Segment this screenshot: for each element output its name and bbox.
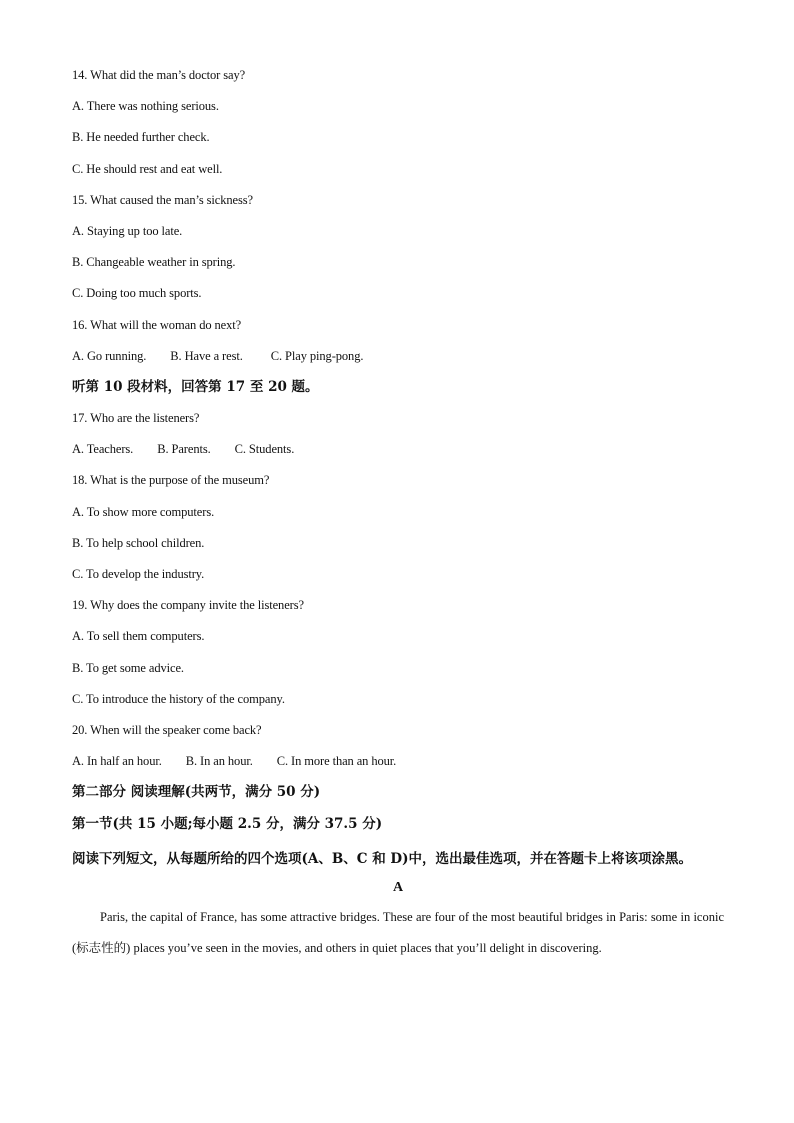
section-heading-material-10: 听第 10 段材料，回答第 17 至 20 题。: [72, 378, 319, 395]
question-18-stem: 18. What is the purpose of the museum?: [72, 473, 270, 488]
passage-title: A: [392, 879, 404, 895]
reading-instruction: 阅读下列短文，从每题所给的四个选项(A、B、C 和 D)中，选出最佳选项，并在答题卡上将该项涂黑。: [72, 850, 693, 867]
question-17-option-a: A. Teachers.: [72, 442, 134, 457]
passage-paragraph: Paris, the capital of France, has some attractive bridges. These are four of the most beautiful bridges in Paris: some in iconic (标志性的) places you’ve seen in the movies, and others in quiet places that you’ll delight in discovering.: [72, 909, 724, 955]
question-20-option-a: A. In half an hour.: [72, 754, 162, 769]
question-17-options: [72, 438, 724, 469]
question-17-option-b: B. Parents.: [157, 442, 211, 457]
question-15-option-c: C. Doing too much sports.: [72, 286, 202, 301]
exam-page: [72, 64, 724, 964]
question-16-option-c: C. Play ping-pong.: [270, 348, 364, 363]
question-16-options: [72, 345, 724, 376]
question-14-option-b: B. He needed further check.: [72, 130, 210, 145]
question-18-option-a: A. To show more computers.: [72, 504, 215, 519]
question-16-option-b: B. Have a rest.: [170, 348, 243, 363]
question-14-stem: 14. What did the man’s doctor say?: [72, 68, 246, 82]
question-15-option-a: A. Staying up too late.: [72, 223, 183, 238]
question-20-stem: 20. When will the speaker come back?: [72, 722, 262, 737]
question-19-option-a: A. To sell them computers.: [72, 629, 205, 644]
question-19-option-b: B. To get some advice.: [72, 660, 184, 675]
question-20-options: [72, 750, 724, 781]
question-18-option-b: B. To help school children.: [72, 535, 205, 550]
question-20-option-b: B. In an hour.: [185, 754, 253, 769]
question-18-option-c: C. To develop the industry.: [72, 567, 205, 581]
part2-section1-heading: 第一节(共 15 小题;每小题 2.5 分，满分 37.5 分): [72, 815, 383, 832]
question-19-stem: 19. Why does the company invite the listeners?: [72, 598, 304, 613]
part2-heading: 第二部分 阅读理解(共两节，满分 50 分): [72, 784, 321, 801]
question-15-option-b: B. Changeable weather in spring.: [72, 255, 236, 270]
question-17-stem: 17. Who are the listeners?: [72, 411, 200, 426]
question-14-option-c: C. He should rest and eat well.: [72, 161, 223, 176]
question-16-stem: 16. What will the woman do next?: [72, 317, 242, 332]
question-14-option-a: A. There was nothing serious.: [72, 99, 219, 114]
question-15-stem: 15. What caused the man’s sickness?: [72, 192, 253, 207]
question-16-option-a: A. Go running.: [72, 348, 147, 363]
question-20-option-c: C. In more than an hour.: [276, 754, 397, 769]
question-19-option-c: C. To introduce the history of the company.: [72, 691, 285, 706]
question-17-option-c: C. Students.: [234, 442, 295, 457]
